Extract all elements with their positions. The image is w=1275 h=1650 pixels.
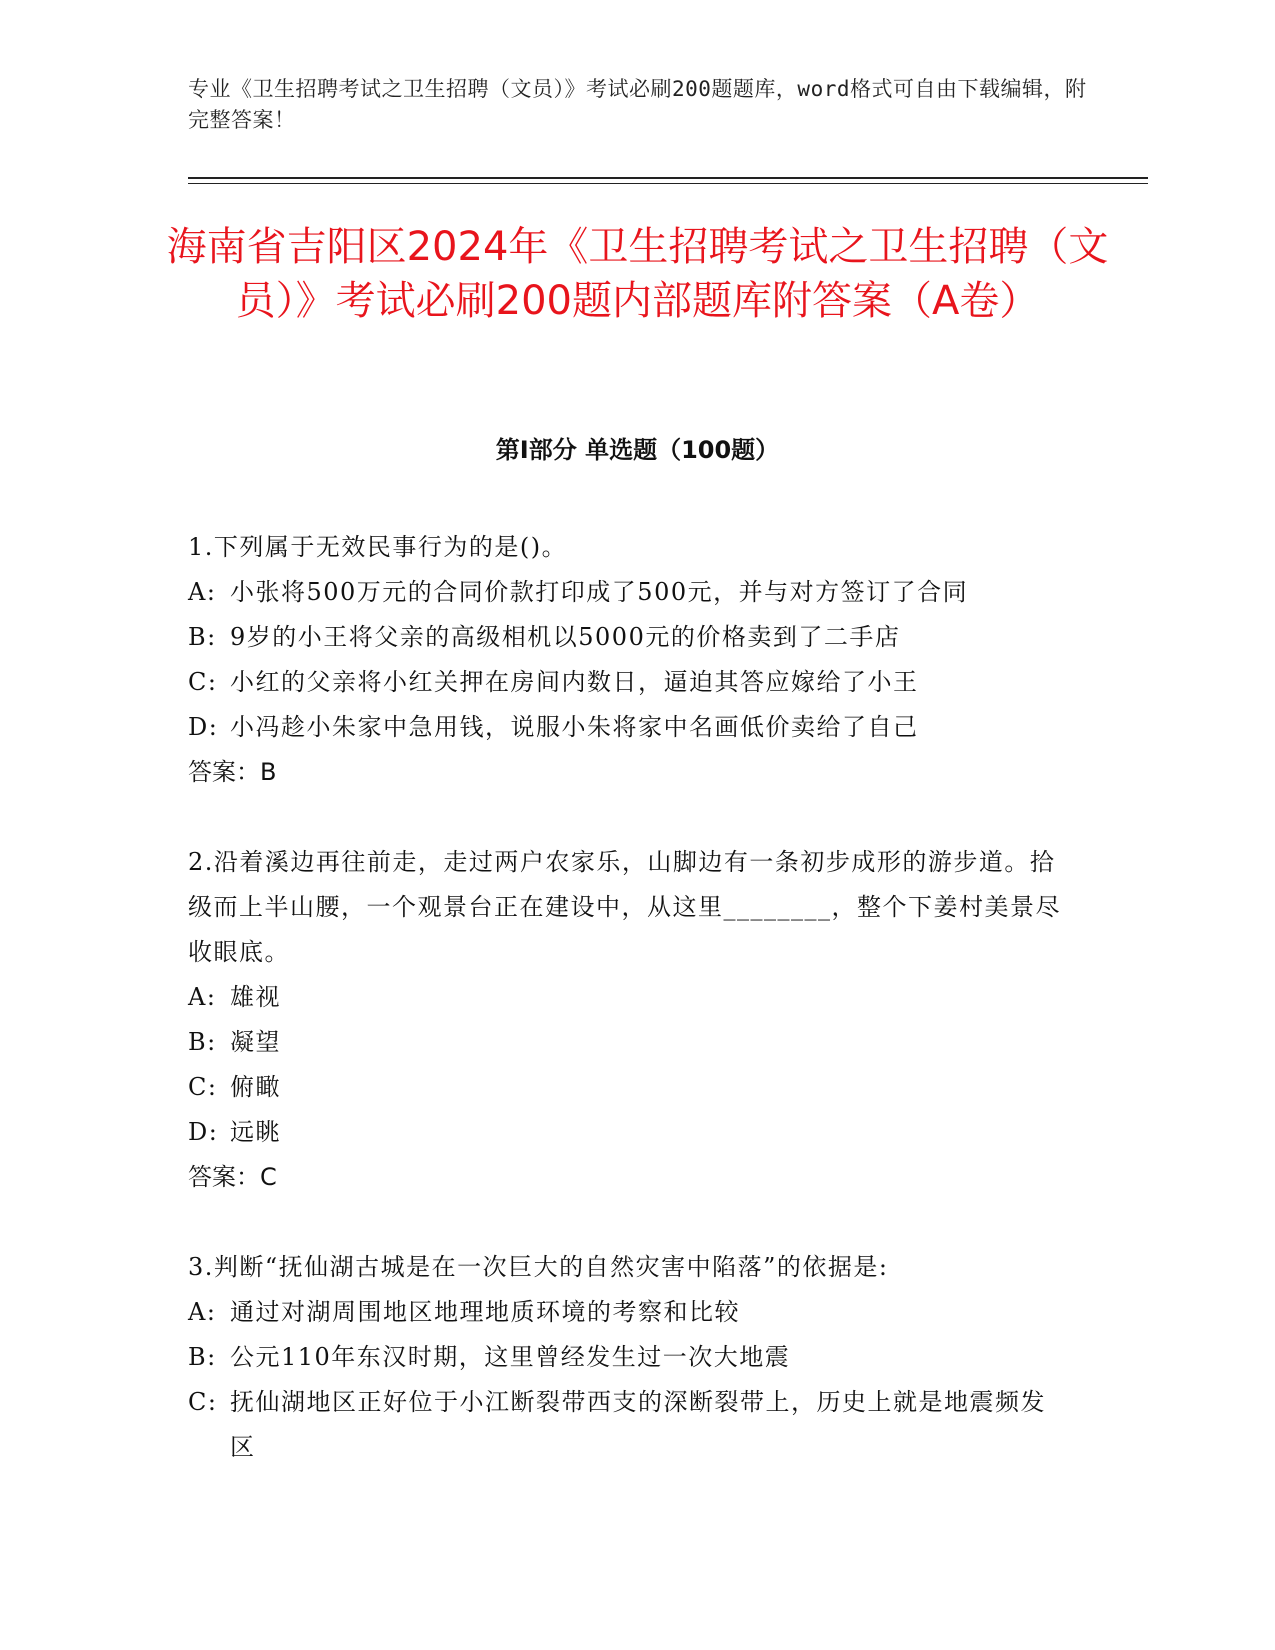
- option-text: 小张将500万元的合同价款打印成了500元，并与对方签订了合同: [230, 578, 969, 606]
- option-text: 小红的父亲将小红关押在房间内数日，逼迫其答应嫁给了小王: [230, 668, 919, 696]
- option-b: [188, 615, 1068, 660]
- option-text: 俯瞰: [230, 1073, 281, 1101]
- option-text: 凝望: [230, 1028, 281, 1056]
- option-a: [188, 1290, 1068, 1335]
- option-text: 通过对湖周围地区地理地质环境的考察和比较: [230, 1298, 740, 1326]
- question-stem: 3.判断“抚仙湖古城是在一次巨大的自然灾害中陷落”的依据是:: [188, 1253, 889, 1281]
- option-key: B:: [188, 623, 217, 651]
- option-key: B:: [188, 1343, 217, 1371]
- option-key: A:: [188, 1298, 217, 1326]
- option-b: [188, 1020, 1068, 1065]
- option-key: C:: [188, 1073, 218, 1101]
- option-key: A:: [188, 983, 217, 1011]
- question-2: [188, 840, 1068, 1200]
- option-text: 小冯趁小朱家中急用钱，说服小朱将家中名画低价卖给了自己: [230, 713, 919, 741]
- option-key: C:: [188, 668, 218, 696]
- question-list: [188, 525, 1068, 1515]
- option-key: B:: [188, 1028, 217, 1056]
- option-d: [188, 1110, 1068, 1155]
- question-stem: 2.沿着溪边再往前走，走过两户农家乐，山脚边有一条初步成形的游步道。拾级而上半山腰，一个观景台正在建设中，从这里________，整个下姜村美景尽收眼底。: [188, 848, 1061, 966]
- header-rule-thick: [188, 177, 1148, 179]
- option-a: [188, 570, 1068, 615]
- option-text: 9岁的小王将父亲的高级相机以5000元的价格卖到了二手店: [230, 623, 901, 651]
- option-c: [188, 660, 1068, 705]
- option-b: [188, 1335, 1068, 1380]
- option-c: [188, 1065, 1068, 1110]
- option-a: [188, 975, 1068, 1020]
- option-text: 抚仙湖地区正好位于小江断裂带西支的深断裂带上，历史上就是地震频发区: [230, 1388, 1046, 1461]
- option-key: D:: [188, 713, 219, 741]
- question-1: [188, 525, 1068, 795]
- answer: 答案：B: [188, 758, 277, 786]
- document-title: 海南省吉阳区2024年《卫生招聘考试之卫生招聘（文员）》考试必刷200题内部题库附答案（A卷）: [166, 224, 1109, 324]
- option-key: D:: [188, 1118, 219, 1146]
- option-text: 远眺: [230, 1118, 281, 1146]
- section-title: 第Ⅰ部分 单选题（100题）: [495, 436, 780, 464]
- option-key: A:: [188, 578, 217, 606]
- option-text: 公元110年东汉时期，这里曾经发生过一次大地震: [230, 1343, 791, 1371]
- option-c: [188, 1380, 1068, 1470]
- header-note: 专业《卫生招聘考试之卫生招聘（文员）》考试必刷200题题库，word格式可自由下载编辑，附完整答案！: [188, 77, 1087, 132]
- option-d: [188, 705, 1068, 750]
- answer: 答案：C: [188, 1163, 277, 1191]
- question-3: [188, 1245, 1068, 1470]
- option-text: 雄视: [230, 983, 281, 1011]
- header-rule-thin: [188, 183, 1148, 184]
- option-key: C:: [188, 1388, 218, 1416]
- question-stem: 1.下列属于无效民事行为的是()。: [188, 533, 568, 561]
